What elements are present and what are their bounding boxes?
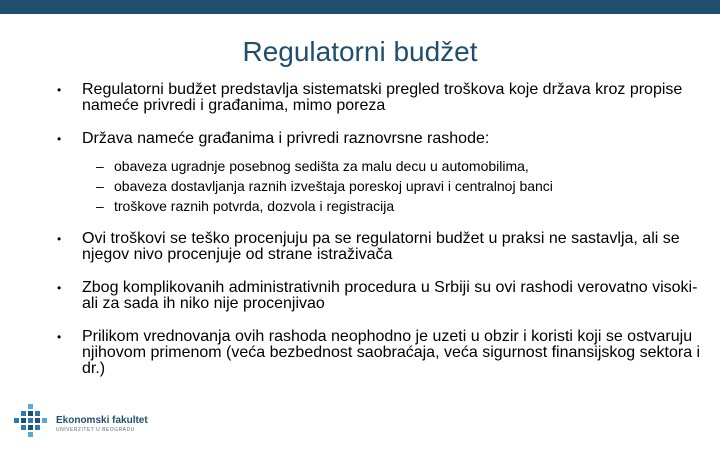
- sub-bullet-text: obaveza ugradnje posebnog sedišta za malu decu u automobilima,: [114, 158, 529, 174]
- bullet-item: [52, 280, 702, 312]
- top-accent-bar: [0, 0, 720, 14]
- sub-bullet-marker: –: [96, 198, 104, 214]
- bullet-text: Država nameće građanima i privredi raznovrsne rashode:: [82, 130, 490, 147]
- bullet-item: [52, 231, 702, 263]
- bullet-text: Prilikom vrednovanja ovih rashoda neophodno je uzeti u obzir i koristi koji se ostvaruju njihovom primenom (veća bezbednost saobraćaja, veća sigurnost finansijskog sektora i dr.): [82, 328, 701, 377]
- sub-bullet-text: obaveza dostavljanja raznih izveštaja poreskoj upravi i centralnoj banci: [114, 178, 553, 194]
- logo-subtitle: UNIVERZITET U BEOGRADU: [56, 427, 135, 433]
- bullet-marker: •: [57, 83, 62, 97]
- bullet-marker: •: [57, 232, 62, 246]
- sub-bullet-item: [52, 156, 702, 176]
- bullet-item: [52, 329, 702, 377]
- bullet-item: [52, 82, 702, 114]
- bullet-marker: •: [57, 132, 62, 146]
- sub-bullet-text: troškove raznih potvrda, dozvola i registracija: [114, 198, 395, 214]
- logo-name: Ekonomski fakultet: [56, 415, 148, 426]
- sub-bullet-list: [52, 156, 702, 216]
- slide-content: [52, 82, 702, 394]
- sub-bullet-item: [52, 196, 702, 216]
- faculty-logo: [12, 402, 212, 442]
- slide-title: Regulatorni budžet: [242, 36, 478, 67]
- bullet-marker: •: [57, 281, 62, 295]
- bullet-text: Ovi troškovi se teško procenjuju pa se regulatorni budžet u praksi ne sastavlja, ali se njegov nivo procenjuje od strane istraživača: [82, 230, 680, 263]
- bullet-item: [52, 131, 702, 147]
- bullet-marker: •: [57, 330, 62, 344]
- logo-mark-icon: [12, 402, 52, 442]
- sub-bullet-marker: –: [96, 158, 104, 174]
- bullet-text: Regulatorni budžet predstavlja sistematski pregled troškova koje država kroz propise nameće privredi i građanima, mimo poreza: [82, 81, 683, 114]
- sub-bullet-marker: –: [96, 178, 104, 194]
- sub-bullet-item: [52, 176, 702, 196]
- bullet-text: Zbog komplikovanih administrativnih procedura u Srbiji su ovi rashodi verovatno visoki- ali za sada ih niko nije procenjivao: [82, 279, 698, 312]
